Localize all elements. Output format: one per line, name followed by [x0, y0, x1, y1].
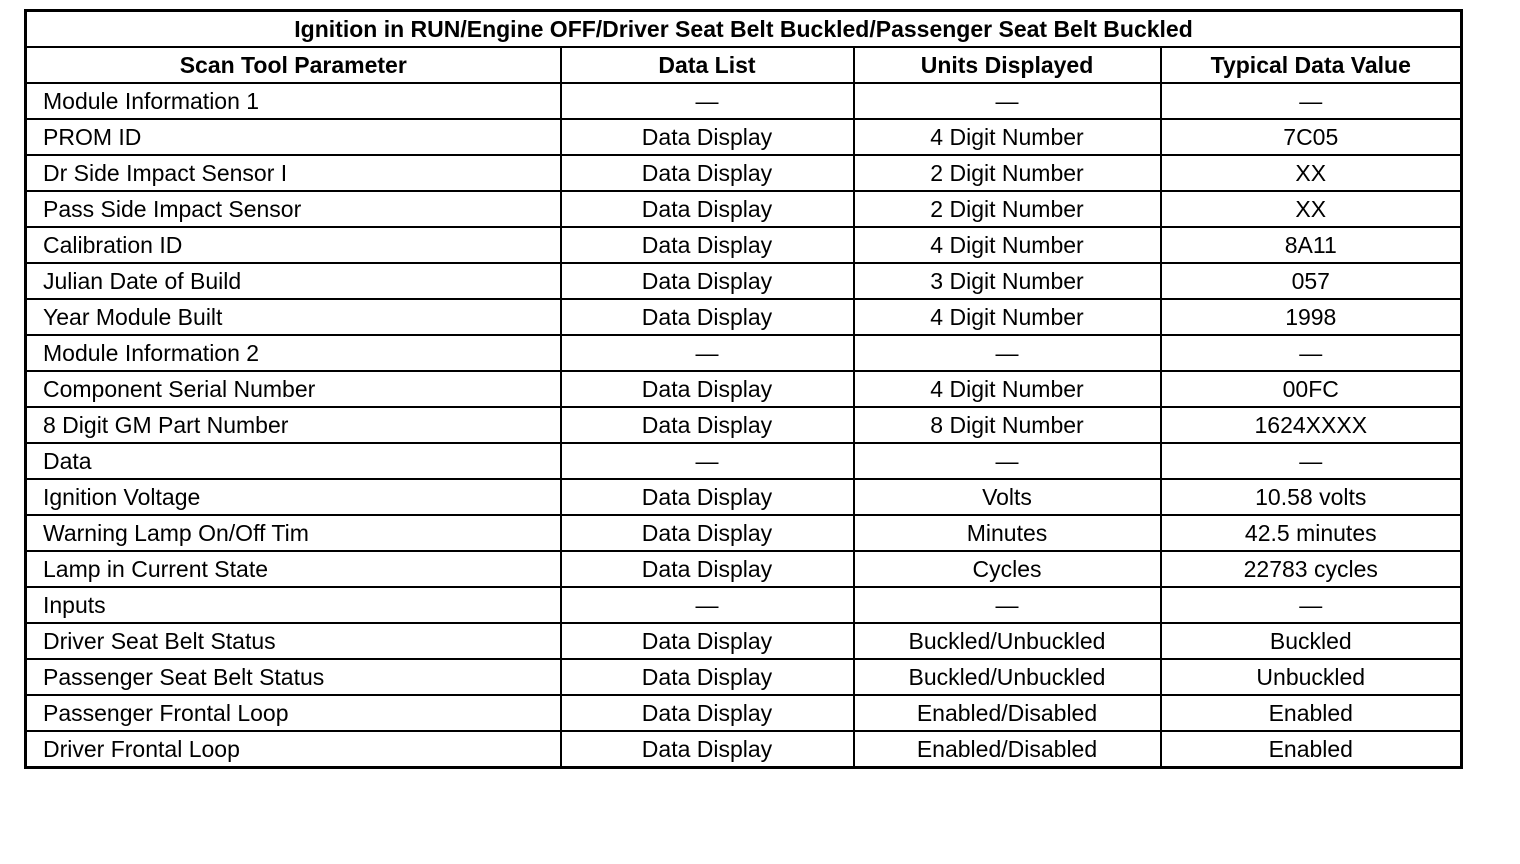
typical-value-cell: Enabled: [1161, 695, 1462, 731]
parameter-cell: Year Module Built: [26, 299, 561, 335]
data-list-cell: Data Display: [561, 155, 854, 191]
table-row: [26, 479, 1462, 515]
typical-value-cell: 057: [1161, 263, 1462, 299]
typical-value-cell: Unbuckled: [1161, 659, 1462, 695]
units-cell: 2 Digit Number: [854, 155, 1161, 191]
parameter-cell: Ignition Voltage: [26, 479, 561, 515]
typical-value-cell: 7C05: [1161, 119, 1462, 155]
typical-value-cell: —: [1161, 335, 1462, 371]
data-list-cell: —: [561, 587, 854, 623]
typical-value-cell: 1624XXXX: [1161, 407, 1462, 443]
parameter-cell: Driver Frontal Loop: [26, 731, 561, 768]
table-row: [26, 551, 1462, 587]
units-cell: Buckled/Unbuckled: [854, 623, 1161, 659]
table-row: [26, 299, 1462, 335]
data-list-cell: —: [561, 83, 854, 119]
data-list-cell: Data Display: [561, 371, 854, 407]
table-row: [26, 407, 1462, 443]
typical-value-cell: 42.5 minutes: [1161, 515, 1462, 551]
typical-value-cell: Enabled: [1161, 731, 1462, 768]
typical-value-cell: —: [1161, 83, 1462, 119]
parameter-cell: Pass Side Impact Sensor: [26, 191, 561, 227]
table-header-row: [26, 47, 1462, 83]
typical-value-cell: 1998: [1161, 299, 1462, 335]
data-list-cell: —: [561, 443, 854, 479]
column-header-typical-value: Typical Data Value: [1161, 47, 1462, 83]
units-cell: 4 Digit Number: [854, 119, 1161, 155]
table-row: [26, 263, 1462, 299]
data-list-cell: Data Display: [561, 515, 854, 551]
table-row: [26, 191, 1462, 227]
units-cell: —: [854, 335, 1161, 371]
table-row: [26, 371, 1462, 407]
typical-value-cell: 22783 cycles: [1161, 551, 1462, 587]
parameter-cell: Julian Date of Build: [26, 263, 561, 299]
typical-value-cell: XX: [1161, 191, 1462, 227]
units-cell: Volts: [854, 479, 1161, 515]
parameter-cell: Module Information 2: [26, 335, 561, 371]
data-list-cell: Data Display: [561, 731, 854, 768]
units-cell: 2 Digit Number: [854, 191, 1161, 227]
data-list-cell: Data Display: [561, 119, 854, 155]
typical-value-cell: 10.58 volts: [1161, 479, 1462, 515]
units-cell: —: [854, 83, 1161, 119]
data-list-cell: —: [561, 335, 854, 371]
data-list-cell: Data Display: [561, 623, 854, 659]
table-title-row: [26, 11, 1462, 48]
parameter-cell: Inputs: [26, 587, 561, 623]
parameter-cell: Driver Seat Belt Status: [26, 623, 561, 659]
table-row: [26, 659, 1462, 695]
data-list-cell: Data Display: [561, 191, 854, 227]
table-row: [26, 83, 1462, 119]
typical-value-cell: 00FC: [1161, 371, 1462, 407]
units-cell: 3 Digit Number: [854, 263, 1161, 299]
units-cell: —: [854, 587, 1161, 623]
parameter-cell: PROM ID: [26, 119, 561, 155]
data-list-cell: Data Display: [561, 299, 854, 335]
table-row: [26, 155, 1462, 191]
data-list-cell: Data Display: [561, 263, 854, 299]
parameter-cell: Dr Side Impact Sensor I: [26, 155, 561, 191]
typical-value-cell: —: [1161, 443, 1462, 479]
units-cell: Minutes: [854, 515, 1161, 551]
data-list-cell: Data Display: [561, 479, 854, 515]
units-cell: Buckled/Unbuckled: [854, 659, 1161, 695]
table-row: [26, 695, 1462, 731]
column-header-units: Units Displayed: [854, 47, 1161, 83]
parameter-cell: Module Information 1: [26, 83, 561, 119]
data-list-cell: Data Display: [561, 407, 854, 443]
parameter-cell: Passenger Frontal Loop: [26, 695, 561, 731]
units-cell: Enabled/Disabled: [854, 731, 1161, 768]
typical-value-cell: Buckled: [1161, 623, 1462, 659]
typical-value-cell: XX: [1161, 155, 1462, 191]
table-row: [26, 731, 1462, 768]
data-list-cell: Data Display: [561, 695, 854, 731]
column-header-parameter: Scan Tool Parameter: [26, 47, 561, 83]
parameter-cell: Passenger Seat Belt Status: [26, 659, 561, 695]
typical-value-cell: —: [1161, 587, 1462, 623]
scan-tool-data-table: [24, 9, 1463, 769]
data-list-cell: Data Display: [561, 659, 854, 695]
table-row: [26, 443, 1462, 479]
parameter-cell: Lamp in Current State: [26, 551, 561, 587]
parameter-cell: Data: [26, 443, 561, 479]
table-row: [26, 119, 1462, 155]
units-cell: —: [854, 443, 1161, 479]
units-cell: 8 Digit Number: [854, 407, 1161, 443]
typical-value-cell: 8A11: [1161, 227, 1462, 263]
units-cell: Cycles: [854, 551, 1161, 587]
units-cell: 4 Digit Number: [854, 227, 1161, 263]
table-title: Ignition in RUN/Engine OFF/Driver Seat Belt Buckled/Passenger Seat Belt Buckled: [26, 11, 1462, 48]
parameter-cell: Component Serial Number: [26, 371, 561, 407]
table-row: [26, 227, 1462, 263]
table-row: [26, 335, 1462, 371]
table-row: [26, 623, 1462, 659]
units-cell: 4 Digit Number: [854, 371, 1161, 407]
parameter-cell: Calibration ID: [26, 227, 561, 263]
table-row: [26, 587, 1462, 623]
data-list-cell: Data Display: [561, 551, 854, 587]
units-cell: 4 Digit Number: [854, 299, 1161, 335]
parameter-cell: 8 Digit GM Part Number: [26, 407, 561, 443]
column-header-data-list: Data List: [561, 47, 854, 83]
units-cell: Enabled/Disabled: [854, 695, 1161, 731]
parameter-cell: Warning Lamp On/Off Tim: [26, 515, 561, 551]
table-row: [26, 515, 1462, 551]
data-list-cell: Data Display: [561, 227, 854, 263]
